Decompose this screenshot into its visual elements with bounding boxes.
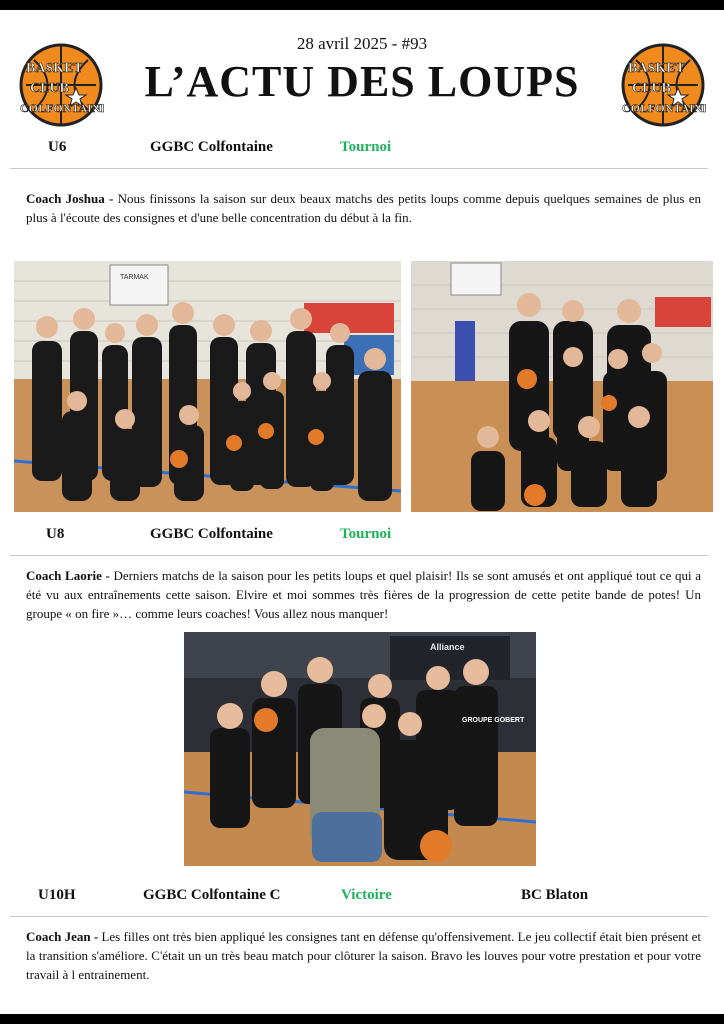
section-divider — [10, 555, 708, 556]
result-label: Victoire — [341, 887, 392, 903]
bottom-black-bar — [0, 1014, 724, 1024]
logo-text-line1: BASKET — [26, 61, 83, 76]
coach-name: Coach Joshua - — [26, 191, 114, 206]
logo-text-line1: BASKET — [628, 61, 685, 76]
category-label: U8 — [46, 526, 65, 542]
top-black-bar — [0, 0, 724, 10]
category-label: U10H — [38, 887, 76, 903]
team-name: GGBC Colfontaine C — [143, 887, 281, 903]
section-divider — [10, 916, 708, 917]
issue-date: 28 avril 2025 - #93 — [296, 34, 428, 53]
newsletter-title: L’ACTU DES LOUPS — [144, 57, 580, 106]
logo-text-line2: CLUB — [632, 81, 671, 96]
gym-banner-text: TARMAK — [120, 274, 149, 281]
team-photo-u6-small — [411, 261, 713, 512]
result-label: Tournoi — [340, 139, 392, 155]
coach-name: Coach Jean - — [26, 929, 99, 944]
jersey-sponsor-text: GROUPE GOBERT — [462, 717, 525, 724]
sponsor-banner-text: Alliance — [430, 642, 465, 652]
coach-name: Coach Laorie - — [26, 568, 110, 583]
team-name: GGBC Colfontaine — [150, 526, 273, 542]
opponent-name: BC Blaton — [521, 887, 589, 903]
report-text: Derniers matchs de la saison pour les petits loups et quel plaisir! Ils se sont amusés et ont appliqué tout ce qui a été vu aux entraînements cette saison. Elvire et moi sommes très fières de la progression de cette petite bande de potes! Un groupe « on fire »… comme leurs coaches! Vous allez nous manquer! — [26, 568, 701, 621]
logo-text-line2: CLUB — [30, 81, 69, 96]
coach-report — [26, 189, 701, 227]
report-text: Nous finissons la saison sur deux beaux matchs des petits loups comme depuis quelques semaines de plus en plus à l'écoute des consignes et d'une belle concentration du début à la fin. — [26, 191, 701, 225]
coach-report — [26, 566, 701, 623]
team-photo-u6-group — [14, 261, 401, 512]
logo-text-line3: COLFONTAINE — [622, 101, 706, 115]
category-label: U6 — [48, 139, 67, 155]
team-name: GGBC Colfontaine — [150, 139, 273, 155]
team-photo-u8 — [184, 632, 536, 866]
result-label: Tournoi — [340, 526, 392, 542]
report-text: Les filles ont très bien appliqué les consignes tant en défense qu'offensivement. Le jeu collectif était bien présent et la transition s'améliore. C'était un un très beau match pour clôturer la saison. Bravo les louves pour votre prestation et pour votre travail à l entrainement. — [26, 929, 702, 982]
coach-report — [26, 927, 701, 984]
section-divider — [10, 168, 708, 169]
logo-text-line3: COLFONTAINE — [20, 101, 104, 115]
